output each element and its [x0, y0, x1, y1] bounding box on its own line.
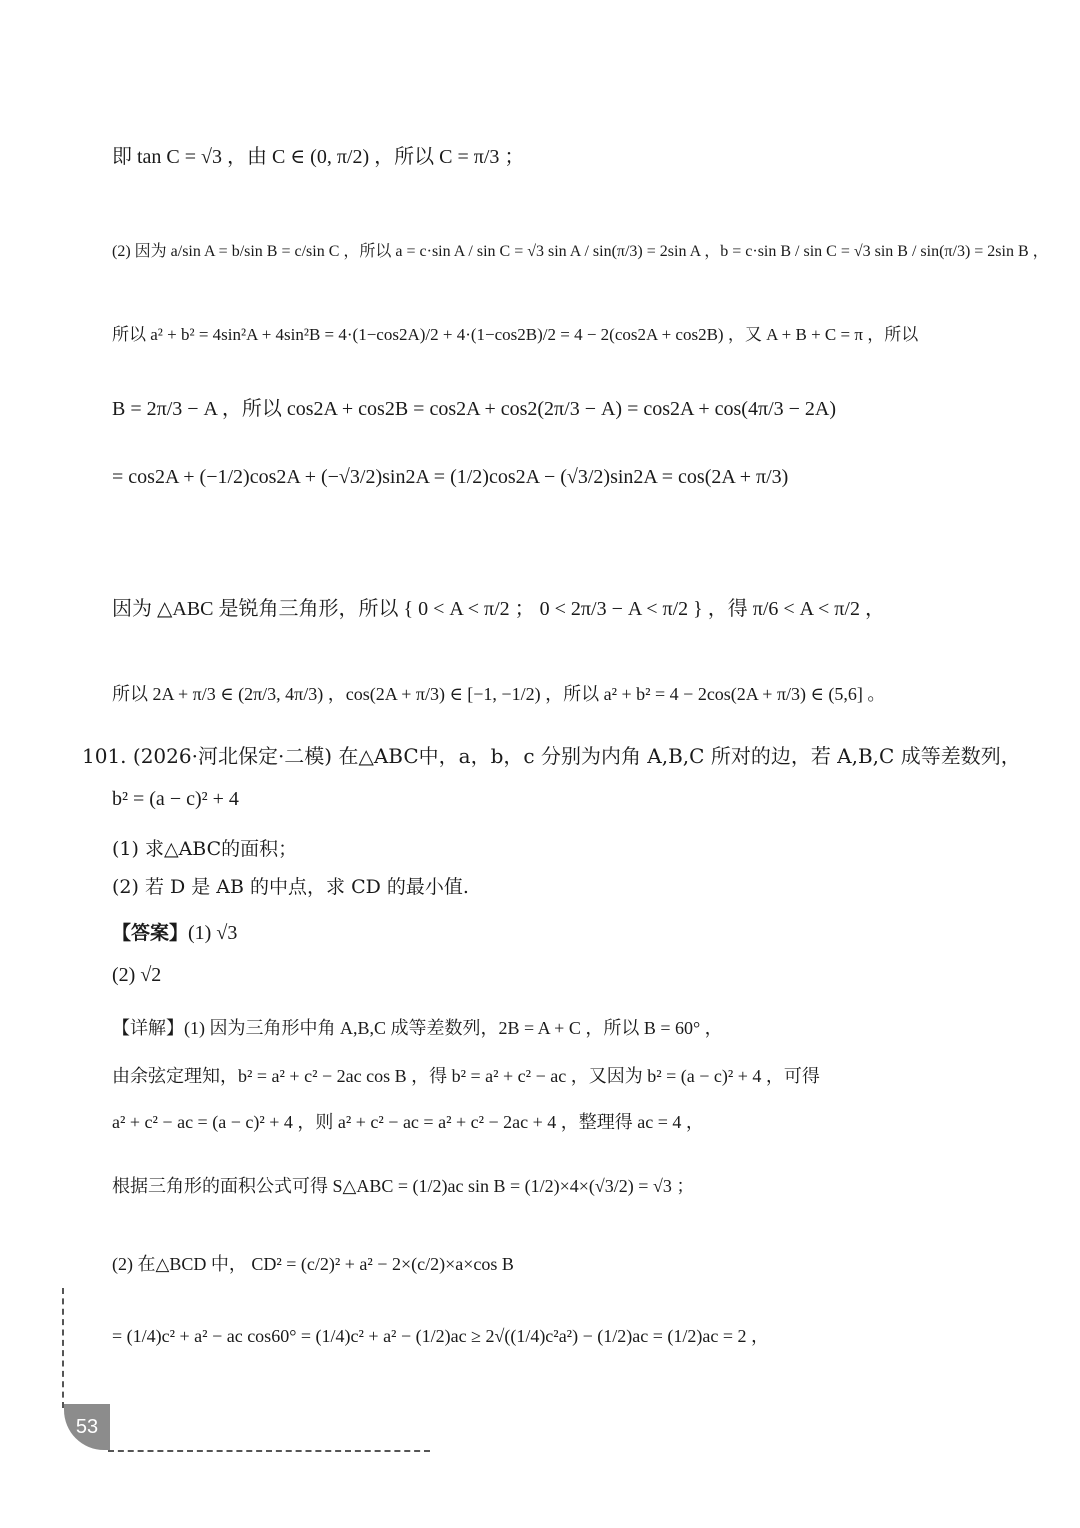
- answer-label: 【答案】: [112, 922, 189, 944]
- line-text: 所以 a² + b² = 4sin²A + 4sin²B = 4·(1−cos2A)/2 + 4·(1−cos2B)/2 = 4 − 2(cos2A + cos2B) ，又 A + B + C = π ，所以: [112, 325, 919, 344]
- question-1-text: (1) 求△ABC的面积；: [112, 838, 298, 860]
- solution-line-sum-squares: [112, 320, 918, 345]
- problem-stem: [82, 740, 1021, 769]
- answer-line-1: [112, 918, 237, 945]
- problem-number: 101.: [82, 744, 127, 768]
- question-2-text: (2) 若 D 是 AB 的中点，求 CD 的最小值.: [112, 876, 469, 898]
- line-text: 因为 △ABC 是锐角三角形，所以 { 0 < A < π/2 ； 0 < 2π/3 − A < π/2 } ，得 π/6 < A < π/2 ，: [112, 598, 885, 620]
- answer-line-2: [112, 964, 161, 987]
- page-number: 53: [64, 1404, 110, 1450]
- detail-line-6: [112, 1322, 769, 1348]
- line-text: 即 tan C = √3 ，由 C ∈ (0, π/2) ，所以 C = π/3 ；: [112, 146, 525, 168]
- detail-line-3: [112, 1108, 704, 1134]
- problem-source: (2026·河北保定·二模): [132, 744, 333, 768]
- detail-text: 由余弦定理知，b² = a² + c² − 2ac cos B ，得 b² = a² + c² − ac ，又因为 b² = (a − c)² + 4 ，可得: [112, 1066, 820, 1086]
- condition-text: b² = (a − c)² + 4: [112, 788, 239, 810]
- problem-condition: [112, 788, 239, 811]
- detail-line-1: [112, 1014, 723, 1040]
- answer-2-text: (2) √2: [112, 964, 162, 986]
- solution-line-cos-simplify: [112, 466, 788, 489]
- line-text: (2) 因为 a/sin A = b/sin B = c/sin C ，所以 a = c·sin A / sin C = √3 sin A / sin(π/3) = 2sin A ，b = c·sin B / sin C = √3 sin B / sin(π/3) = 2sin B ，: [112, 243, 1049, 260]
- line-text: B = 2π/3 − A ，所以 cos2A + cos2B = cos2A + cos2(2π/3 − A) = cos2A + cos(4π/3 − 2A): [112, 398, 837, 420]
- solution-line-B-expression: [112, 392, 836, 421]
- solution-line-sine-law: [112, 238, 1049, 261]
- problem-stem-text: 在△ABC中，a，b，c 分别为内角 A,B,C 所对的边，若 A,B,C 成等差数列，: [338, 744, 1021, 768]
- detail-text: 根据三角形的面积公式可得 S△ABC = (1/2)ac sin B = (1/2)×4×(√3/2) = √3 ；: [112, 1176, 695, 1196]
- page-border-dashed-vertical: [62, 1288, 64, 1408]
- detail-text: = (1/4)c² + a² − ac cos60° = (1/4)c² + a² − (1/2)ac ≥ 2√((1/4)c²a²) − (1/2)ac = (1/2)ac = 2 ，: [112, 1326, 769, 1346]
- problem-question-2: [112, 872, 469, 899]
- problem-question-1: [112, 834, 297, 861]
- solution-line-range: [112, 680, 885, 706]
- solution-line-tanC: [112, 140, 524, 169]
- detail-text: a² + c² − ac = (a − c)² + 4 ，则 a² + c² − ac = a² + c² − 2ac + 4 ，整理得 ac = 4 ，: [112, 1112, 704, 1132]
- detail-line-5: [112, 1250, 514, 1276]
- detail-line-2: [112, 1062, 820, 1088]
- detail-text: (2) 在△BCD 中， CD² = (c/2)² + a² − 2×(c/2)×a×cos B: [112, 1254, 514, 1274]
- detail-line-4: [112, 1172, 694, 1198]
- line-text: = cos2A + (−1/2)cos2A + (−√3/2)sin2A = (1/2)cos2A − (√3/2)sin2A = cos(2A + π/3): [112, 466, 789, 488]
- answer-1-text: (1) √3: [188, 922, 238, 944]
- page-border-dashed-horizontal: [108, 1450, 430, 1452]
- solution-line-acute-condition: [112, 592, 885, 621]
- detail-text: 【详解】(1) 因为三角形中角 A,B,C 成等差数列，2B = A + C ，所以 B = 60° ，: [112, 1018, 723, 1038]
- line-text: 所以 2A + π/3 ∈ (2π/3, 4π/3) ，cos(2A + π/3) ∈ [−1, −1/2) ，所以 a² + b² = 4 − 2cos(2A + π/3) ∈ (5,6] 。: [112, 684, 886, 704]
